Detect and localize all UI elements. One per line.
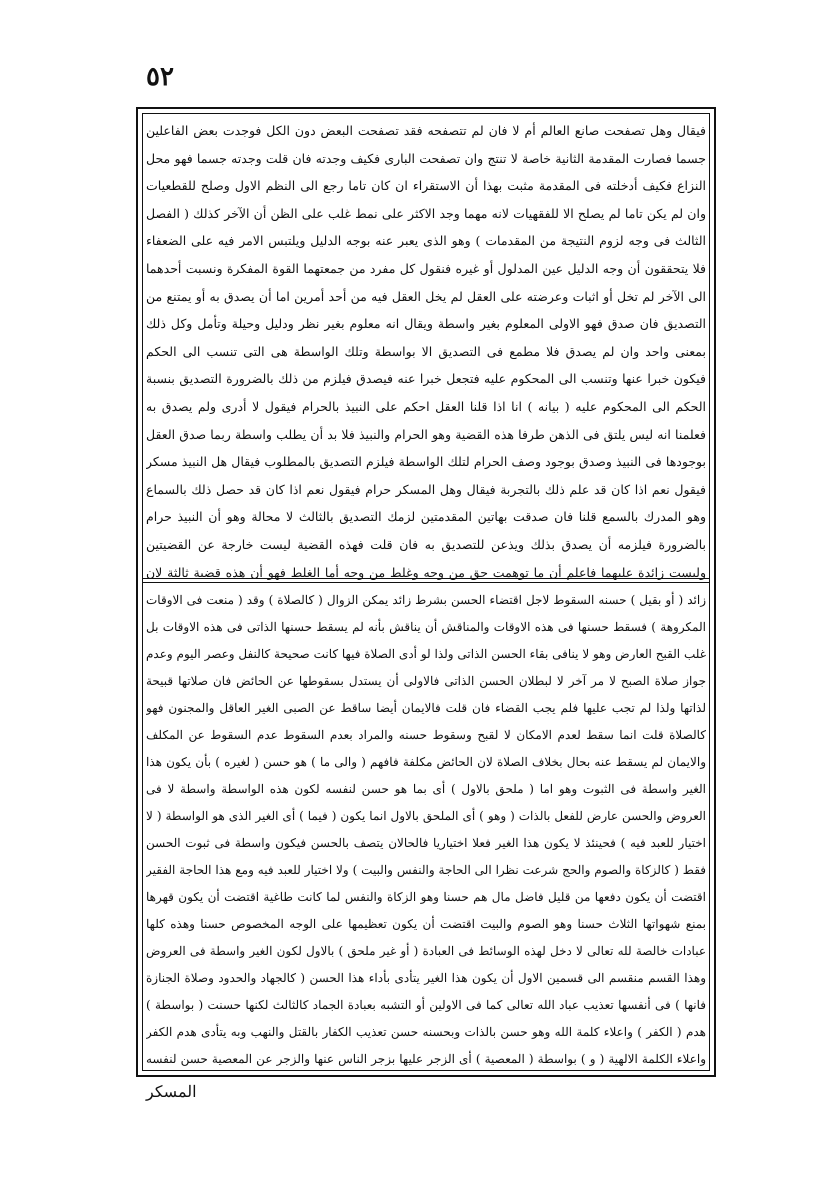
page-number: ٥٢ — [146, 62, 174, 92]
section-divider-double — [142, 582, 710, 583]
section-divider — [142, 578, 710, 579]
main-text-block: فيقال وهل تصفحت صانع العالم أم لا فان لم تتصفحه فقد تصفحت البعض دون الكل فوجدت بعض الفاعلين جسما فصارت المقدمة الثانية خاصة لا تنتج وان تصفحت البارى فكيف وجدته فان قلت وجدته جسما فهو محل النزاع فكيف أدخلته فى المقدمة مثبت بهذا أن الاستقراء ان كان تاما رجع الى النظم الاول وصلح للقطعيات وان لم يكن تاما لم يصلح الا للفقهيات لانه مهما وجد الاكثر على نمط غلب على الظن أن الآخر كذلك ( الفصل الثالث فى وجه لزوم النتيجة من المقدمات ) وهو الذى يعبر عنه بوجه الدليل ويلتبس الامر فيه على الضعفاء فلا يتحققون أن وجه الدليل عين المدلول أو غيره فنقول كل مفرد من جمعتهما القوة المفكرة ونسبت أحدهما الى الآخر لم تخل أو اثبات وعرضته على العقل لم يخل العقل فيه من أحد أمرين اما أن يصدق به أو يمتنع من التصديق فان صدق فهو الاولى المعلوم بغير واسطة ويقال انه معلوم بغير نظر ودليل وحيلة وتأمل وكل ذلك بمعنى واحد وان لم يصدق فلا مطمع فى التصديق الا بواسطة وتلك الواسطة هى التى تنسب الى الحكم فيكون خبرا عنها وتنسب الى المحكوم عليه فتجعل خبرا عنه فيصدق فيلزم من ذلك بالضرورة التصديق بنسبة الحكم الى المحكوم عليه ( بيانه ) انا اذا قلنا العقل احكم على النبيذ بالحرام فيقول لا أدرى ولم يصدق به فعلمنا انه ليس يلتق فى الذهن طرفا هذه القضية وهو الحرام والنبيذ فلا بد أن يطلب واسطة ربما صدق العقل بوجودها فى النبيذ وصدق بوجود وصف الحرام لتلك الواسطة فيلزم التصديق بالمطلوب فيقال هل النبيذ مسكر فيقول نعم اذا كان قد علم ذلك بالتجربة فيقال وهل المسكر حرام فيقول نعم اذا كان قد حصل ذلك بالسماع وهو المدرك بالسمع قلنا فان صدقت بهاتين المقدمتين لزمك التصديق بالثالث لا محالة وهو أن النبيذ حرام بالضرورة فيلزمه أن يصدق بذلك ويذعن للتصديق به فان قلت فهذه القضية ليست خارجة عن القضيتين وليست زائدة عليهما فاعلم أن ما توهمت حق من وجه وغلط من وجه أما الغلط فهو أن هذه قضية ثالثة لان — [146, 123, 706, 580]
text-frame — [136, 107, 716, 1077]
commentary-text-block: زائد ( أو بقيل ) حسنه السقوط لاجل اقتضاء الحسن بشرط زائد يمكن الزوال ( كالصلاة ) وقد ( منعت فى الاوقات المكروهة ) فسقط حسنها فى هذه الاوقات والمناقش أن يناقش بأنه لم يسقط حسنها الذاتى فى هذه الاوقات بل غلب القبح العارض وهو لا ينافى بقاء الحسن الذاتى ولذا لو أدى الصلاة فيها كانت صحيحة كالنفل وعصر اليوم وعدم جواز صلاة الصبح لا مر آخر لا لبطلان الحسن الذاتى فالاولى أن يستدل بسقوطها عن الحائض فان صلاتها قبيحة لذاتها ولذا لم تجب عليها فلم يجب القضاء فان قلت فالايمان أيضا ساقط عن الصبى الغير العاقل والمجنون فهو كالصلاة قلت انما سقط لعدم الامكان لا لقبح وسقوط حسنه والمراد بعدم السقوط عدم السقوط عن المكلف والايمان لم يسقط عنه بحال بخلاف الصلاة لان الحائض مكلفة فافهم ( والى ما ) هو حسن ( لغيره ) بأن يكون هذا الغير واسطة فى الثبوت وهو اما ( ملحق بالاول ) أى بما هو حسن لنفسه لكون هذه الواسطة واسطة لا فى العروض والحسن عارض للفعل بالذات ( وهو ) أى الملحق بالاول انما يكون ( فيما ) أى الغير الذى هو الواسطة ( لا اختيار للعبد فيه ) فحينئذ لا يكون هذا الغير فعلا اختياريا فالحالان يتصف بالحسن فيكون واسطة فى ثبوت الحسن فقط ( كالزكاة والصوم والحج شرعت نظرا الى الحاجة والنفس والبيت ) ولا اختيار للعبد فيه ومع هذا الحاجة الفقير اقتضت أن يكون دفعها من قليل فاضل مال هم حسنا وهو الزكاة والنفس لما كانت طاغية اقتضت أن يكون قهرها بمنع شهواتها الثلاث حسنا وهو الصوم والبيت اقتضت أن يكون تعظيمها على الوجه المخصوص حسنا وهذه كلها عبادات خالصة لله تعالى لا دخل لهذه الوسائط فى العبادة ( أو غير ملحق ) بالاول لكون الغير واسطة فى العروض وهذا القسم منقسم الى قسمين الاول أن يكون هذا الغير يتأدى بأداء هذا الحسن ( كالجهاد والحدود وصلاة الجنازة فانها ) فى أنفسها تعذيب عباد الله تعالى كما فى الاولين أو التشبه بعبادة الجماد كالثالث لكنها حسنت ( بواسطة ) هدم ( الكفر ) واعلاء كلمة الله وهو حسن بالذات وبحسنه حسن تعذيب الكفار بالقتل والنهب وبه يتأدى هدم الكفر واعلاء الكلمة الالهية ( و ) بواسطة ( المعصية ) أى الزجر عليها بزجر الناس عنها والزجر عن المعصية حسن لنفسه — [146, 593, 706, 1066]
catchword: المسكر — [146, 1082, 197, 1101]
